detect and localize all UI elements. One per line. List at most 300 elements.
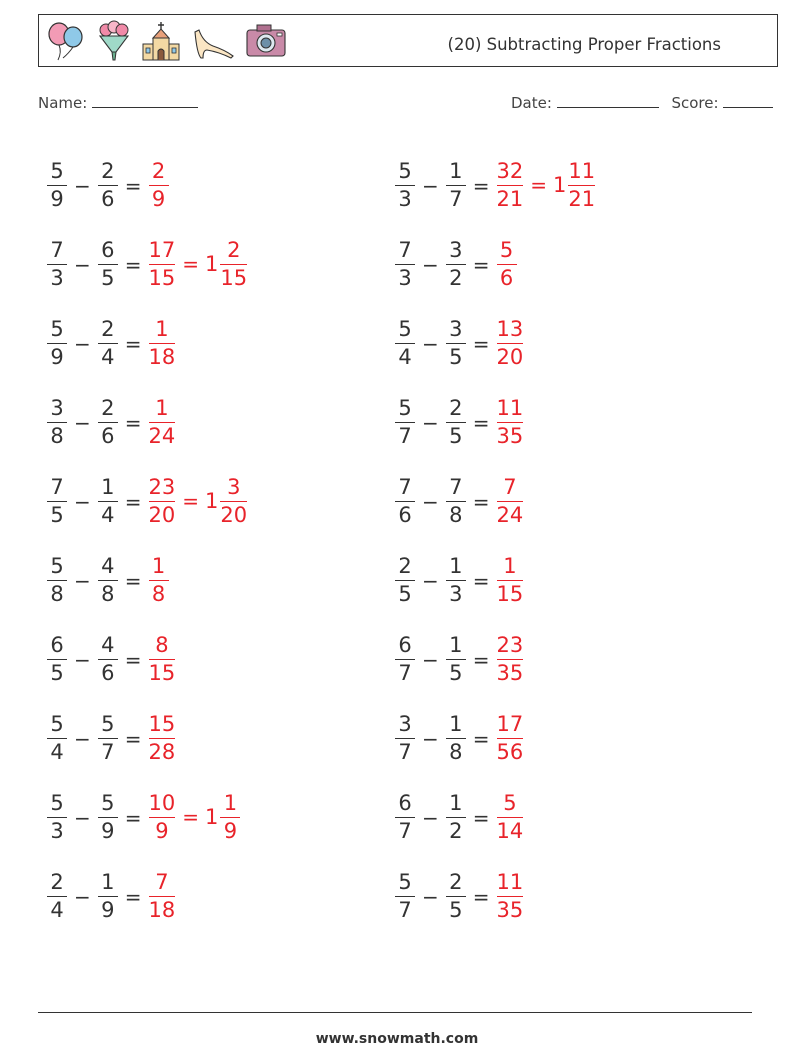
equals-sign: = xyxy=(124,173,142,198)
minuend-fraction-numerator: 5 xyxy=(50,790,64,815)
equals-sign: = xyxy=(472,805,490,830)
answer-fraction-denominator: 56 xyxy=(496,740,524,765)
answer-fraction-numerator: 13 xyxy=(496,316,524,341)
score-blank[interactable] xyxy=(723,93,773,108)
name-blank[interactable] xyxy=(92,93,198,108)
fraction-bar xyxy=(497,659,524,660)
answer-fraction-denominator: 35 xyxy=(496,424,524,449)
mixed-fraction-denominator: 21 xyxy=(568,187,596,212)
problem-item xyxy=(394,462,596,541)
answer xyxy=(496,238,518,291)
fraction-bar xyxy=(47,580,67,581)
footer-url: www.snowmath.com xyxy=(315,1031,479,1047)
mixed-fraction-numerator: 3 xyxy=(227,474,241,499)
subtrahend-fraction xyxy=(97,238,119,291)
subtrahend-fraction-numerator: 1 xyxy=(101,869,115,894)
answer xyxy=(496,475,525,528)
answer-fraction-denominator: 20 xyxy=(148,503,176,528)
answer-fraction xyxy=(496,396,525,449)
fraction-bar xyxy=(98,185,118,186)
minuend-fraction-denominator: 6 xyxy=(398,503,412,528)
equals-sign: = xyxy=(472,489,490,514)
minuend-fraction xyxy=(394,396,416,449)
minuend-fraction-denominator: 5 xyxy=(398,582,412,607)
subtrahend-fraction-denominator: 8 xyxy=(449,740,463,765)
fraction-bar xyxy=(395,501,415,502)
mixed-fraction xyxy=(219,238,248,291)
minuend-fraction-numerator: 5 xyxy=(50,711,64,736)
fraction-bar xyxy=(149,896,176,897)
subtrahend-fraction xyxy=(445,238,467,291)
minuend-fraction-denominator: 7 xyxy=(398,898,412,923)
minuend-fraction-numerator: 5 xyxy=(398,869,412,894)
fraction-bar xyxy=(497,580,524,581)
church-icon xyxy=(141,20,181,62)
fraction-bar xyxy=(47,817,67,818)
minuend-fraction-denominator: 7 xyxy=(398,819,412,844)
problem-item xyxy=(394,857,596,936)
subtrahend-fraction-denominator: 5 xyxy=(449,898,463,923)
fraction-bar xyxy=(47,896,67,897)
fraction-bar xyxy=(446,738,466,739)
answer-fraction-numerator: 10 xyxy=(148,790,176,815)
mixed-fraction xyxy=(567,159,596,212)
answer-fraction-numerator: 32 xyxy=(496,158,524,183)
date-blank[interactable] xyxy=(557,93,659,108)
answer-fraction-numerator: 7 xyxy=(503,474,517,499)
answer-fraction xyxy=(496,870,525,923)
answer-fraction-numerator: 11 xyxy=(496,395,524,420)
minuend-fraction-denominator: 3 xyxy=(50,819,64,844)
subtrahend-fraction xyxy=(445,396,467,449)
subtrahend-fraction-denominator: 4 xyxy=(101,503,115,528)
subtrahend-fraction-denominator: 3 xyxy=(449,582,463,607)
minuend-fraction xyxy=(46,870,68,923)
fraction-bar xyxy=(395,422,415,423)
answer xyxy=(148,870,177,923)
subtrahend-fraction xyxy=(445,712,467,765)
fraction-bar xyxy=(446,580,466,581)
equals-sign: = xyxy=(182,252,200,277)
answer xyxy=(148,396,177,449)
minuend-fraction-numerator: 6 xyxy=(398,790,412,815)
minuend-fraction-denominator: 4 xyxy=(50,740,64,765)
minuend-fraction xyxy=(46,791,68,844)
minuend-fraction xyxy=(394,475,416,528)
mixed-fraction-numerator: 11 xyxy=(568,158,596,183)
answer-fraction xyxy=(496,159,525,212)
problem-item xyxy=(394,225,596,304)
problem-item xyxy=(46,620,248,699)
subtrahend-fraction-numerator: 5 xyxy=(101,711,115,736)
problem-item xyxy=(394,146,596,225)
answer-fraction-denominator: 21 xyxy=(496,187,524,212)
answer-fraction-numerator: 1 xyxy=(151,553,166,578)
subtrahend-fraction-denominator: 2 xyxy=(449,819,463,844)
minuend-fraction-denominator: 4 xyxy=(398,345,412,370)
answer-fraction-denominator: 14 xyxy=(496,819,524,844)
answer-fraction-numerator: 15 xyxy=(148,711,176,736)
equals-sign: = xyxy=(472,410,490,435)
header-icons xyxy=(45,20,287,62)
equals-sign: = xyxy=(124,252,142,277)
fraction-bar xyxy=(497,185,524,186)
answer-fraction-denominator: 6 xyxy=(499,266,514,291)
answer-fraction xyxy=(148,475,177,528)
fraction-bar xyxy=(47,185,67,186)
problem-item xyxy=(394,699,596,778)
problem-item xyxy=(46,383,248,462)
minuend-fraction xyxy=(46,712,68,765)
answer-fraction-numerator: 5 xyxy=(503,790,517,815)
answer-fraction-numerator: 23 xyxy=(148,474,176,499)
subtrahend-fraction xyxy=(445,870,467,923)
minuend-fraction xyxy=(46,554,68,607)
minuend-fraction-denominator: 3 xyxy=(398,266,412,291)
fraction-bar xyxy=(395,264,415,265)
minus-sign: − xyxy=(74,410,91,435)
problem-item xyxy=(46,778,248,857)
minus-sign: − xyxy=(422,331,439,356)
minuend-fraction xyxy=(46,238,68,291)
problem-item xyxy=(394,304,596,383)
fraction-bar xyxy=(446,896,466,897)
high-heel-icon xyxy=(191,20,235,62)
subtrahend-fraction-numerator: 3 xyxy=(449,316,463,341)
equals-sign: = xyxy=(124,647,142,672)
minuend-fraction-denominator: 4 xyxy=(50,898,64,923)
minus-sign: − xyxy=(74,331,91,356)
answer-fraction-denominator: 18 xyxy=(148,898,176,923)
mixed-whole-number: 1 xyxy=(205,252,219,277)
fraction-bar xyxy=(395,738,415,739)
worksheet-header xyxy=(38,14,778,67)
answer-fraction xyxy=(148,554,170,607)
answer-fraction-denominator: 9 xyxy=(155,819,169,844)
equals-sign: = xyxy=(530,173,548,198)
fraction-bar xyxy=(47,659,67,660)
subtrahend-fraction xyxy=(97,317,119,370)
problem-item xyxy=(46,304,248,383)
answer xyxy=(496,317,525,370)
fraction-bar xyxy=(47,501,67,502)
equals-sign: = xyxy=(124,410,142,435)
subtrahend-fraction-numerator: 4 xyxy=(101,632,115,657)
answer-fraction-denominator: 20 xyxy=(496,345,524,370)
answer-fraction xyxy=(496,475,525,528)
subtrahend-fraction-denominator: 7 xyxy=(101,740,115,765)
answer-fraction-numerator: 17 xyxy=(148,237,176,262)
minuend-fraction xyxy=(394,791,416,844)
answer-fraction xyxy=(496,791,525,844)
answer xyxy=(148,238,249,291)
minuend-fraction-numerator: 2 xyxy=(398,553,412,578)
fraction-bar xyxy=(446,501,466,502)
mixed-fraction-numerator: 2 xyxy=(227,237,241,262)
answer-fraction-denominator: 8 xyxy=(151,582,166,607)
subtrahend-fraction-denominator: 8 xyxy=(101,582,115,607)
date-label: Date: xyxy=(511,94,552,112)
fraction-bar xyxy=(446,817,466,818)
name-field xyxy=(38,93,198,112)
fraction-bar xyxy=(395,817,415,818)
minuend-fraction-denominator: 5 xyxy=(50,661,64,686)
answer-fraction xyxy=(148,396,177,449)
problem-item xyxy=(394,620,596,699)
mixed-whole-number: 1 xyxy=(205,805,219,830)
fraction-bar xyxy=(395,343,415,344)
problem-item xyxy=(46,462,248,541)
footer-divider xyxy=(38,1012,752,1013)
subtrahend-fraction-numerator: 1 xyxy=(449,553,463,578)
fraction-bar xyxy=(446,185,466,186)
fraction-bar xyxy=(395,659,415,660)
equals-sign: = xyxy=(472,331,490,356)
subtrahend-fraction xyxy=(445,554,467,607)
subtrahend-fraction-numerator: 2 xyxy=(449,395,463,420)
problem-item xyxy=(46,857,248,936)
fraction-bar xyxy=(98,659,118,660)
subtrahend-fraction xyxy=(97,554,119,607)
answer-fraction-denominator: 15 xyxy=(148,266,176,291)
answer xyxy=(148,633,177,686)
fraction-bar xyxy=(98,422,118,423)
minuend-fraction-numerator: 5 xyxy=(50,316,64,341)
mixed-fraction-denominator: 20 xyxy=(220,503,248,528)
subtrahend-fraction xyxy=(445,475,467,528)
fraction-bar xyxy=(47,343,67,344)
minus-sign: − xyxy=(422,647,439,672)
answer xyxy=(496,633,525,686)
subtrahend-fraction-numerator: 3 xyxy=(449,237,463,262)
subtrahend-fraction-numerator: 2 xyxy=(449,869,463,894)
minus-sign: − xyxy=(74,726,91,751)
answer-fraction xyxy=(496,633,525,686)
answer-fraction xyxy=(148,238,177,291)
answer xyxy=(496,159,597,212)
minuend-fraction xyxy=(394,633,416,686)
answer-fraction-denominator: 24 xyxy=(496,503,524,528)
problem-item xyxy=(46,225,248,304)
fraction-bar xyxy=(446,264,466,265)
minuend-fraction-numerator: 6 xyxy=(398,632,412,657)
answer xyxy=(496,396,525,449)
fraction-bar xyxy=(149,422,176,423)
subtrahend-fraction-denominator: 6 xyxy=(101,187,115,212)
answer-fraction xyxy=(496,238,518,291)
minuend-fraction xyxy=(46,633,68,686)
fraction-bar xyxy=(497,896,524,897)
answer-fraction xyxy=(148,159,170,212)
date-score-fields xyxy=(511,93,773,112)
subtrahend-fraction-numerator: 6 xyxy=(101,237,115,262)
answer-fraction-numerator: 17 xyxy=(496,711,524,736)
answer-fraction-numerator: 1 xyxy=(155,316,169,341)
answer-fraction-numerator: 1 xyxy=(503,553,517,578)
answer-fraction-denominator: 35 xyxy=(496,661,524,686)
subtrahend-fraction xyxy=(445,317,467,370)
subtrahend-fraction-numerator: 1 xyxy=(101,474,115,499)
minuend-fraction-denominator: 8 xyxy=(50,582,64,607)
answer-fraction-denominator: 9 xyxy=(151,187,166,212)
problem-item xyxy=(394,541,596,620)
fraction-bar xyxy=(98,264,118,265)
answer-fraction-numerator: 23 xyxy=(496,632,524,657)
fraction-bar xyxy=(395,580,415,581)
fraction-bar xyxy=(149,659,176,660)
minus-sign: − xyxy=(422,568,439,593)
minus-sign: − xyxy=(74,568,91,593)
minus-sign: − xyxy=(422,726,439,751)
equals-sign: = xyxy=(124,805,142,830)
answer xyxy=(148,317,177,370)
answer-fraction xyxy=(496,712,525,765)
answer-fraction-numerator: 1 xyxy=(155,395,169,420)
subtrahend-fraction-denominator: 9 xyxy=(101,819,115,844)
minuend-fraction-numerator: 2 xyxy=(50,869,64,894)
subtrahend-fraction-denominator: 5 xyxy=(449,345,463,370)
subtrahend-fraction-denominator: 5 xyxy=(101,266,115,291)
answer-fraction xyxy=(148,712,177,765)
subtrahend-fraction-numerator: 7 xyxy=(449,474,463,499)
fraction-bar xyxy=(395,896,415,897)
subtrahend-fraction-denominator: 6 xyxy=(101,424,115,449)
minuend-fraction-denominator: 7 xyxy=(398,740,412,765)
minuend-fraction xyxy=(394,554,416,607)
minuend-fraction-numerator: 5 xyxy=(50,553,64,578)
subtrahend-fraction-denominator: 6 xyxy=(101,661,115,686)
mixed-fraction xyxy=(219,791,241,844)
minuend-fraction-numerator: 6 xyxy=(50,632,64,657)
answer xyxy=(148,554,170,607)
minuend-fraction xyxy=(46,396,68,449)
answer xyxy=(148,159,170,212)
mixed-fraction xyxy=(219,475,248,528)
answer-fraction-denominator: 35 xyxy=(496,898,524,923)
fraction-bar xyxy=(149,264,176,265)
mixed-fraction-denominator: 15 xyxy=(220,266,248,291)
subtrahend-fraction-numerator: 1 xyxy=(449,158,463,183)
subtrahend-fraction-numerator: 5 xyxy=(101,790,115,815)
subtrahend-fraction-denominator: 7 xyxy=(449,187,463,212)
equals-sign: = xyxy=(472,884,490,909)
fraction-bar xyxy=(497,264,517,265)
answer xyxy=(148,791,242,844)
fraction-bar xyxy=(98,738,118,739)
subtrahend-fraction xyxy=(97,791,119,844)
equals-sign: = xyxy=(182,489,200,514)
subtrahend-fraction-numerator: 4 xyxy=(101,553,115,578)
minuend-fraction-numerator: 3 xyxy=(398,711,412,736)
minus-sign: − xyxy=(74,489,91,514)
answer-fraction-denominator: 24 xyxy=(148,424,176,449)
subtrahend-fraction-denominator: 4 xyxy=(101,345,115,370)
answer-fraction xyxy=(496,554,525,607)
answer xyxy=(496,791,525,844)
answer-fraction-numerator: 5 xyxy=(499,237,514,262)
fraction-bar xyxy=(149,580,169,581)
subtrahend-fraction-denominator: 2 xyxy=(449,266,463,291)
equals-sign: = xyxy=(472,647,490,672)
minus-sign: − xyxy=(422,884,439,909)
minuend-fraction xyxy=(394,712,416,765)
problem-column-right xyxy=(394,146,596,936)
fraction-bar xyxy=(47,264,67,265)
minus-sign: − xyxy=(74,884,91,909)
subtrahend-fraction-numerator: 2 xyxy=(101,316,115,341)
minuend-fraction-numerator: 5 xyxy=(398,395,412,420)
fraction-bar xyxy=(446,422,466,423)
fraction-bar xyxy=(98,580,118,581)
minuend-fraction xyxy=(46,159,68,212)
minus-sign: − xyxy=(422,410,439,435)
equals-sign: = xyxy=(124,884,142,909)
fraction-bar xyxy=(47,738,67,739)
minuend-fraction-numerator: 5 xyxy=(398,316,412,341)
subtrahend-fraction-numerator: 2 xyxy=(101,395,115,420)
minus-sign: − xyxy=(74,173,91,198)
fraction-bar xyxy=(497,738,524,739)
answer xyxy=(148,712,177,765)
answer-fraction-numerator: 11 xyxy=(496,869,524,894)
equals-sign: = xyxy=(472,726,490,751)
subtrahend-fraction xyxy=(97,712,119,765)
subtrahend-fraction-denominator: 8 xyxy=(449,503,463,528)
subtrahend-fraction xyxy=(445,159,467,212)
mixed-whole-number: 1 xyxy=(553,173,567,198)
minuend-fraction-denominator: 3 xyxy=(50,266,64,291)
mixed-whole-number: 1 xyxy=(205,489,219,514)
subtrahend-fraction xyxy=(97,633,119,686)
fraction-bar xyxy=(497,817,524,818)
fraction-bar xyxy=(497,422,524,423)
subtrahend-fraction xyxy=(445,791,467,844)
problem-item xyxy=(394,383,596,462)
fraction-bar xyxy=(220,817,240,818)
answer-fraction-numerator: 8 xyxy=(155,632,169,657)
answer-fraction xyxy=(148,791,177,844)
minuend-fraction-denominator: 9 xyxy=(50,345,64,370)
answer xyxy=(148,475,249,528)
minuend-fraction xyxy=(394,870,416,923)
equals-sign: = xyxy=(124,568,142,593)
minuend-fraction-denominator: 3 xyxy=(398,187,412,212)
equals-sign: = xyxy=(124,726,142,751)
minus-sign: − xyxy=(422,252,439,277)
fraction-bar xyxy=(149,185,169,186)
subtrahend-fraction-denominator: 5 xyxy=(449,661,463,686)
minuend-fraction-numerator: 5 xyxy=(50,158,64,183)
minuend-fraction-numerator: 5 xyxy=(398,158,412,183)
answer-fraction-denominator: 15 xyxy=(148,661,176,686)
answer-fraction xyxy=(148,317,177,370)
minus-sign: − xyxy=(74,252,91,277)
balloons-icon xyxy=(45,20,87,62)
equals-sign: = xyxy=(124,489,142,514)
minuend-fraction xyxy=(394,317,416,370)
minuend-fraction xyxy=(394,159,416,212)
fraction-bar xyxy=(220,501,247,502)
minuend-fraction-numerator: 7 xyxy=(50,474,64,499)
subtrahend-fraction-numerator: 1 xyxy=(449,632,463,657)
subtrahend-fraction xyxy=(97,475,119,528)
answer-fraction-denominator: 18 xyxy=(148,345,176,370)
subtrahend-fraction-numerator: 1 xyxy=(449,790,463,815)
fraction-bar xyxy=(446,343,466,344)
minuend-fraction xyxy=(394,238,416,291)
minuend-fraction-denominator: 7 xyxy=(398,424,412,449)
subtrahend-fraction-denominator: 9 xyxy=(101,898,115,923)
